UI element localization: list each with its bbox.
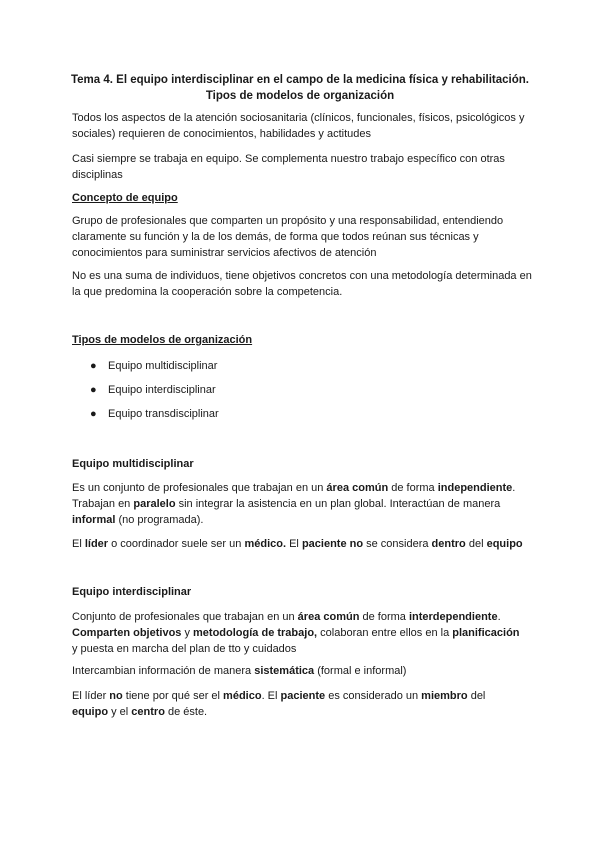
concepto-heading: Concepto de equipo [72, 192, 178, 204]
title-line-1: Tema 4. El equipo interdisciplinar en el campo de la medicina física y rehabilitación. [70, 74, 529, 86]
title-line-2: Tipos de modelos de organización [205, 90, 395, 102]
list-item: ● Equipo transdisciplinar [90, 408, 219, 420]
inter-paragraph-3: El líder no tiene por qué ser el médico. El paciente es considerado un miembro del equipo y el centro de éste. [72, 690, 486, 718]
bullet-icon: ● [90, 384, 97, 396]
concepto-paragraph-2: No es una suma de individuos, tiene objetivos concretos con una metodología determinada en la que predomina la cooperación sobre la competencia. [72, 270, 532, 298]
multi-paragraph-2: El líder o coordinador suele ser un médico. El paciente no se considera dentro del equipo [72, 538, 523, 550]
intro-paragraph-2: Casi siempre se trabaja en equipo. Se complementa nuestro trabajo específico con otras disciplinas [72, 153, 505, 181]
bullet-icon: ● [90, 408, 97, 420]
list-item: ● Equipo interdisciplinar [90, 384, 216, 396]
concepto-paragraph-1: Grupo de profesionales que comparten un propósito y una responsabilidad, entendiendo claramente su función y la de los demás, de forma que todos reúnan sus técnicas y conocimientos para suministrar servicios afectivos de atención [72, 215, 504, 259]
intro-paragraph-1: Todos los aspectos de la atención sociosanitaria (clínicos, funcionales, físicos, psicológicos y sociales) requieren de conocimientos, habilidades y actitudes [72, 112, 525, 140]
bullet-icon: ● [90, 360, 97, 372]
page-title [60, 72, 540, 104]
multi-heading: Equipo multidisciplinar [72, 458, 194, 470]
tipos-heading: Tipos de modelos de organización [72, 334, 253, 346]
list-item: ● Equipo multidisciplinar [90, 360, 218, 372]
inter-heading: Equipo interdisciplinar [72, 586, 192, 598]
inter-paragraph-1: Conjunto de profesionales que trabajan en un área común de forma interdependiente. Comparten objetivos y metodología de trabajo, colaboran entre ellos en la planificación y puesta en marcha del plan de tto y cuidados [72, 611, 520, 655]
multi-paragraph-1: Es un conjunto de profesionales que trabajan en un área común de forma independiente. Trabajan en paralelo sin integrar la asistencia en un plan global. Interactúan de manera informal (no programada). [72, 482, 516, 526]
inter-paragraph-2: Intercambian información de manera sistemática (formal e informal) [72, 665, 407, 677]
